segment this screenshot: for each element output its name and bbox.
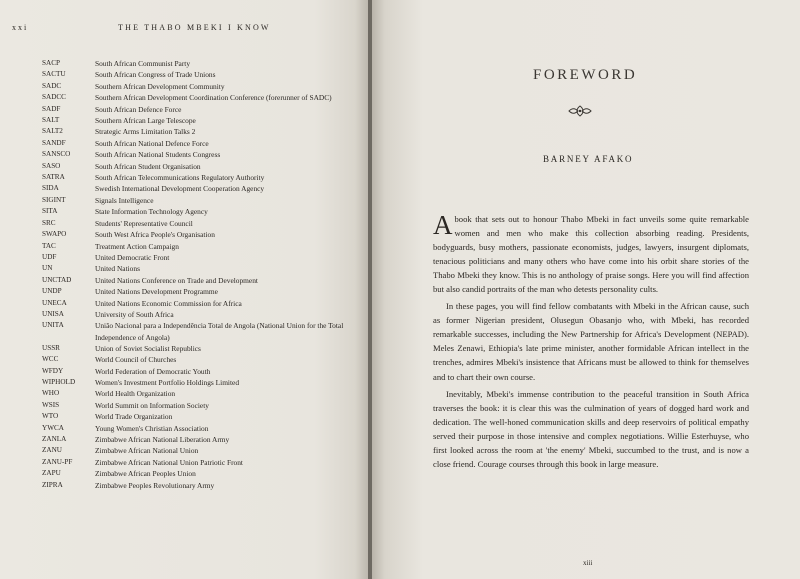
abbreviation-term: ZIPRA — [42, 480, 63, 489]
abbreviation-row — [42, 218, 357, 229]
abbreviation-row — [42, 366, 357, 377]
abbreviation-row — [42, 149, 357, 160]
abbreviation-definition: Students' Representative Council — [95, 218, 193, 228]
abbreviation-definition: Zimbabwe Peoples Revolutionary Army — [95, 480, 215, 490]
abbreviation-row — [42, 343, 357, 354]
abbreviation-row — [42, 92, 357, 103]
abbreviation-term: UNISA — [42, 309, 64, 318]
abbreviation-term: ZANU-PF — [42, 457, 73, 466]
abbreviation-definition: United Nations — [95, 264, 140, 274]
left-page — [0, 0, 370, 579]
abbreviation-term: ZANU — [42, 446, 62, 455]
paragraph-3: Inevitably, Mbeki's immense contribution to the peaceful transition in South Africa traverses the book: it is clear this was the culmination of years of dogged hard work and dedication. The well-honed communication skills and deep reservoirs of political empathy served their purpose in those intensive and complex negotiations. Willie Esterhuyse, who first looked across the room at 'the enemy' Mbeki, succumbed to the trust, and is now a close friend. Courage courses through this book in large measure. — [433, 388, 749, 469]
abbreviation-row — [42, 172, 357, 183]
abbreviation-term: UNCTAD — [42, 275, 72, 284]
abbreviation-list — [42, 58, 357, 491]
abbreviation-definition: União Nacional para a Independência Total de Angola (National Union for the Total Independence of Angola) — [95, 321, 344, 342]
abbreviation-definition: Southern African Development Community — [95, 81, 225, 91]
abbreviation-definition: Zimbabwe African National Union Patriotic Front — [95, 457, 243, 467]
fleuron-ornament-icon — [565, 104, 595, 118]
abbreviation-term: SASO — [42, 161, 61, 170]
abbreviation-definition: Zimbabwe African National Union — [95, 446, 199, 456]
abbreviation-row — [42, 468, 357, 479]
abbreviation-row — [42, 411, 357, 422]
abbreviation-row — [42, 81, 357, 92]
abbreviation-definition: Young Women's Christian Association — [95, 423, 209, 433]
abbreviation-definition: State Information Technology Agency — [95, 207, 208, 217]
abbreviation-definition: Strategic Arms Limitation Talks 2 — [95, 127, 196, 137]
abbreviation-definition: World Federation of Democratic Youth — [95, 366, 211, 376]
abbreviation-term: UNITA — [42, 321, 64, 330]
abbreviation-term: SANDF — [42, 138, 66, 147]
abbreviation-term: WSIS — [42, 400, 60, 409]
abbreviation-term: SADF — [42, 104, 61, 113]
abbreviation-definition: Southern African Development Coordination Conference (forerunner of SADC) — [95, 93, 332, 103]
abbreviation-definition: South African Congress of Trade Unions — [95, 70, 216, 80]
abbreviation-row — [42, 286, 357, 297]
abbreviation-term: SIGINT — [42, 195, 66, 204]
abbreviation-row — [42, 320, 357, 342]
abbreviation-definition: Swedish International Development Cooperation Agency — [95, 184, 265, 194]
abbreviation-term: SADC — [42, 81, 62, 90]
abbreviation-row — [42, 138, 357, 149]
abbreviation-definition: South African National Defence Force — [95, 138, 209, 148]
abbreviation-definition: South African Student Organisation — [95, 161, 201, 171]
abbreviation-definition: Southern African Large Telescope — [95, 116, 196, 126]
abbreviation-row — [42, 229, 357, 240]
abbreviation-row — [42, 298, 357, 309]
foreword-body — [433, 212, 749, 471]
abbreviation-definition: World Summit on Information Society — [95, 400, 209, 410]
abbreviation-term: UNDP — [42, 287, 62, 296]
foreword-title: FOREWORD — [533, 67, 638, 83]
abbreviation-term: YWCA — [42, 423, 64, 432]
abbreviation-definition: Zimbabwe African Peoples Union — [95, 469, 196, 479]
abbreviation-row — [42, 377, 357, 388]
abbreviation-definition: South African National Students Congress — [95, 150, 221, 160]
abbreviation-row — [42, 480, 357, 491]
abbreviation-row — [42, 309, 357, 320]
abbreviation-term: SALT2 — [42, 127, 63, 136]
abbreviation-row — [42, 161, 357, 172]
abbreviation-row — [42, 445, 357, 456]
paragraph-1-text: book that sets out to honour Thabo Mbeki in fact unveils some quite remarkable women and men who make this collection absorbing reading. Presidents, bodyguards, busy mothers, passionate economists, judges, lawyers, insurgent diplomats, tenacious politicians and many others who have come into his orbit share stories of the Thabo Mbeki they know. This is no anthology of praise songs. Here you will find affection but also candid portraits of the man who detests personality cults. — [433, 214, 749, 295]
abbreviation-definition: World Trade Organization — [95, 412, 173, 422]
abbreviation-term: SALT — [42, 116, 60, 125]
abbreviation-term: SIDA — [42, 184, 59, 193]
abbreviation-row — [42, 69, 357, 80]
abbreviation-term: SRC — [42, 218, 56, 227]
abbreviation-term: ZANLA — [42, 435, 67, 443]
abbreviation-definition: South West Africa People's Organisation — [95, 230, 215, 240]
paragraph-2: In these pages, you will find fellow combatants with Mbeki in the African cause, such as former Nigerian president, Olusegun Obasanjo who, with Mbeki, has recorded remarkable successes, including the New Partnership for Africa's Development (NEPAD). Meles Zenawi, Ethiopia's late prime minister, another formidable African intellect in the trenches, admires Mbeki's insistence that Africans must be allowed to think for themselves and to chart their own course. — [433, 301, 749, 382]
abbreviation-definition: Treatment Action Campaign — [95, 241, 179, 251]
abbreviation-term: UNECA — [42, 298, 67, 307]
abbreviation-row — [42, 241, 357, 252]
abbreviation-term: SATRA — [42, 173, 65, 182]
abbreviation-definition: United Nations Conference on Trade and Development — [95, 275, 258, 285]
abbreviation-term: SWAPO — [42, 230, 67, 239]
abbreviation-row — [42, 400, 357, 411]
abbreviation-row — [42, 126, 357, 137]
drop-cap: A — [433, 210, 453, 240]
abbreviation-term: WFDY — [42, 366, 64, 375]
abbreviation-definition: University of South Africa — [95, 309, 174, 319]
abbreviation-definition: World Health Organization — [95, 389, 176, 399]
abbreviation-term: ZAPU — [42, 469, 61, 478]
abbreviation-term: SACP — [42, 59, 60, 67]
abbreviation-term: WTO — [42, 412, 59, 421]
abbreviation-term: UDF — [42, 252, 57, 261]
abbreviation-term: WHO — [42, 389, 60, 398]
abbreviation-definition: United Democratic Front — [95, 252, 170, 262]
abbreviation-row — [42, 388, 357, 399]
abbreviation-row — [42, 457, 357, 468]
abbreviation-definition: United Nations Economic Commission for Africa — [95, 298, 242, 308]
author-name: BARNEY AFAKO — [543, 154, 634, 164]
abbreviation-row — [42, 252, 357, 263]
abbreviation-term: UN — [42, 264, 53, 273]
abbreviation-row — [42, 354, 357, 365]
abbreviation-definition: Union of Soviet Socialist Republics — [95, 343, 201, 353]
abbreviation-row — [42, 434, 357, 445]
abbreviation-term: WCC — [42, 355, 59, 364]
abbreviation-definition: South African Defence Force — [95, 104, 182, 114]
abbreviation-row — [42, 104, 357, 115]
running-title: THE THABO MBEKI I KNOW — [118, 23, 271, 32]
abbreviation-definition: South African Telecommunications Regulatory Authority — [95, 173, 265, 183]
abbreviation-row — [42, 263, 357, 274]
abbreviation-term: SADCC — [42, 93, 66, 102]
abbreviation-definition: Zimbabwe African National Liberation Army — [95, 435, 230, 444]
abbreviation-row — [42, 423, 357, 434]
abbreviation-term: TAC — [42, 241, 56, 250]
abbreviation-definition: South African Communist Party — [95, 59, 191, 68]
abbreviation-row — [42, 115, 357, 126]
abbreviation-term: SACTU — [42, 70, 66, 79]
abbreviation-definition: United Nations Development Programme — [95, 287, 218, 297]
abbreviation-row — [42, 275, 357, 286]
abbreviation-term: USSR — [42, 343, 60, 352]
abbreviation-row — [42, 58, 357, 69]
abbreviation-row — [42, 183, 357, 194]
abbreviation-row — [42, 195, 357, 206]
abbreviation-term: WIPHOLD — [42, 377, 76, 386]
abbreviation-row — [42, 206, 357, 217]
right-page-number: xiii — [583, 559, 593, 567]
abbreviation-definition: Signals Intelligence — [95, 195, 154, 205]
paragraph-1 — [433, 212, 749, 296]
left-page-number: xxi — [12, 23, 29, 32]
abbreviation-term: SITA — [42, 207, 58, 216]
abbreviation-definition: World Council of Churches — [95, 355, 177, 365]
abbreviation-term: SANSCO — [42, 150, 71, 159]
abbreviation-definition: Women's Investment Portfolio Holdings Limited — [95, 377, 240, 387]
